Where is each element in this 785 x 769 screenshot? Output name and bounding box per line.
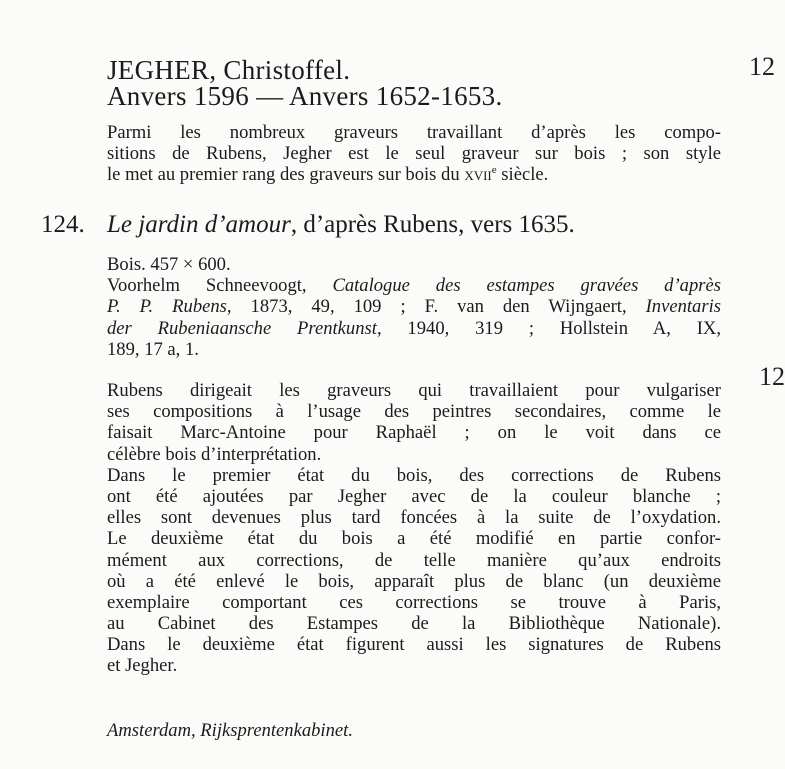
paragraph-line: mément aux corrections, de telle manière qu’aux endroits bbox=[107, 549, 721, 571]
collection-location: Amsterdam, Rijksprentenkabinet. bbox=[107, 720, 353, 741]
bibliography bbox=[107, 254, 721, 360]
biblio-text: , 1940, 319 ; Hollstein A, IX, bbox=[376, 317, 721, 339]
artist-dates: Anvers 1596 — Anvers 1652-1653. bbox=[107, 81, 503, 111]
paragraph-line: Dans le deuxième état figurent aussi les signatures de Rubens bbox=[107, 634, 721, 656]
paragraph-line: elles sont devenues plus tard foncées à la suite de l’oxydation. bbox=[107, 507, 721, 529]
entry-title bbox=[107, 211, 721, 239]
century-superscript: e bbox=[491, 164, 497, 177]
entry-title-rest: , d’après Rubens, vers 1635. bbox=[290, 211, 575, 238]
artist-surname: JEGHER bbox=[107, 55, 210, 85]
biblio-title: Inventaris bbox=[645, 296, 721, 318]
century-numeral: xvii bbox=[464, 164, 492, 186]
biblio-title: P. P. Rubens bbox=[107, 296, 227, 318]
paragraph-line: au Cabinet des Estampes de la Bibliothèque Nationale). bbox=[107, 613, 721, 635]
biblio-line: 189, 17 a, 1. bbox=[107, 338, 199, 360]
artist-heading bbox=[107, 57, 503, 109]
paragraph-line: faisait Marc-Antoine pour Raphaël ; on le voit dans ce bbox=[107, 422, 721, 444]
paragraph-line: où a été enlevé le bois, apparaît plus de blanc (un deuxième bbox=[107, 570, 721, 592]
paragraph-line: célèbre bois d’interprétation. bbox=[107, 443, 322, 465]
entry-number: 124. bbox=[41, 211, 85, 238]
biblio-line bbox=[107, 318, 721, 339]
intro-line-text: le met au premier rang des graveurs sur bois du bbox=[107, 164, 465, 186]
paragraph-line: exemplaire comportant ces corrections se trouve à Paris, bbox=[107, 591, 721, 613]
intro-line: sitions de Rubens, Jegher est le seul graveur sur bois ; son style bbox=[107, 143, 721, 165]
paragraph-line: Rubens dirigeait les graveurs qui travaillaient pour vulgariser bbox=[107, 380, 721, 401]
intro-line: Parmi les nombreux graveurs travaillant d’après les compo- bbox=[107, 122, 721, 143]
paragraph-line: Dans le premier état du bois, des corrections de Rubens bbox=[107, 464, 721, 486]
biblio-title: der Rubeniaansche Prentkunst bbox=[107, 317, 377, 339]
biblio-line bbox=[107, 275, 721, 296]
margin-number-middle: 12 bbox=[759, 362, 785, 391]
intro-line-end: siècle. bbox=[496, 164, 549, 186]
intro-line bbox=[107, 164, 721, 185]
paragraph-line: ont été ajoutées par Jegher avec de la couleur blanche ; bbox=[107, 485, 721, 507]
biblio-text: , 1873, 49, 109 ; F. van den Wijngaert, bbox=[226, 296, 646, 318]
description-paragraph bbox=[107, 380, 721, 677]
entry-title-italic: Le jardin d’amour bbox=[107, 211, 291, 238]
margin-number-top: 12 bbox=[749, 52, 775, 81]
biblio-author: Voorhelm Schneevoogt, bbox=[107, 275, 333, 297]
paragraph-line: et Jegher. bbox=[107, 655, 178, 677]
paragraph-line: ses compositions à l’usage des peintres secondaires, comme le bbox=[107, 401, 721, 423]
biblio-title: Catalogue des estampes gravées d’après bbox=[332, 275, 721, 297]
material-line: Bois. 457 × 600. bbox=[107, 254, 231, 275]
paragraph-line: Le deuxième état du bois a été modifié en partie confor- bbox=[107, 528, 721, 550]
artist-intro bbox=[107, 122, 721, 186]
artist-name bbox=[107, 57, 503, 83]
biblio-line bbox=[107, 296, 721, 317]
artist-given-name: , Christoffel. bbox=[209, 55, 351, 85]
